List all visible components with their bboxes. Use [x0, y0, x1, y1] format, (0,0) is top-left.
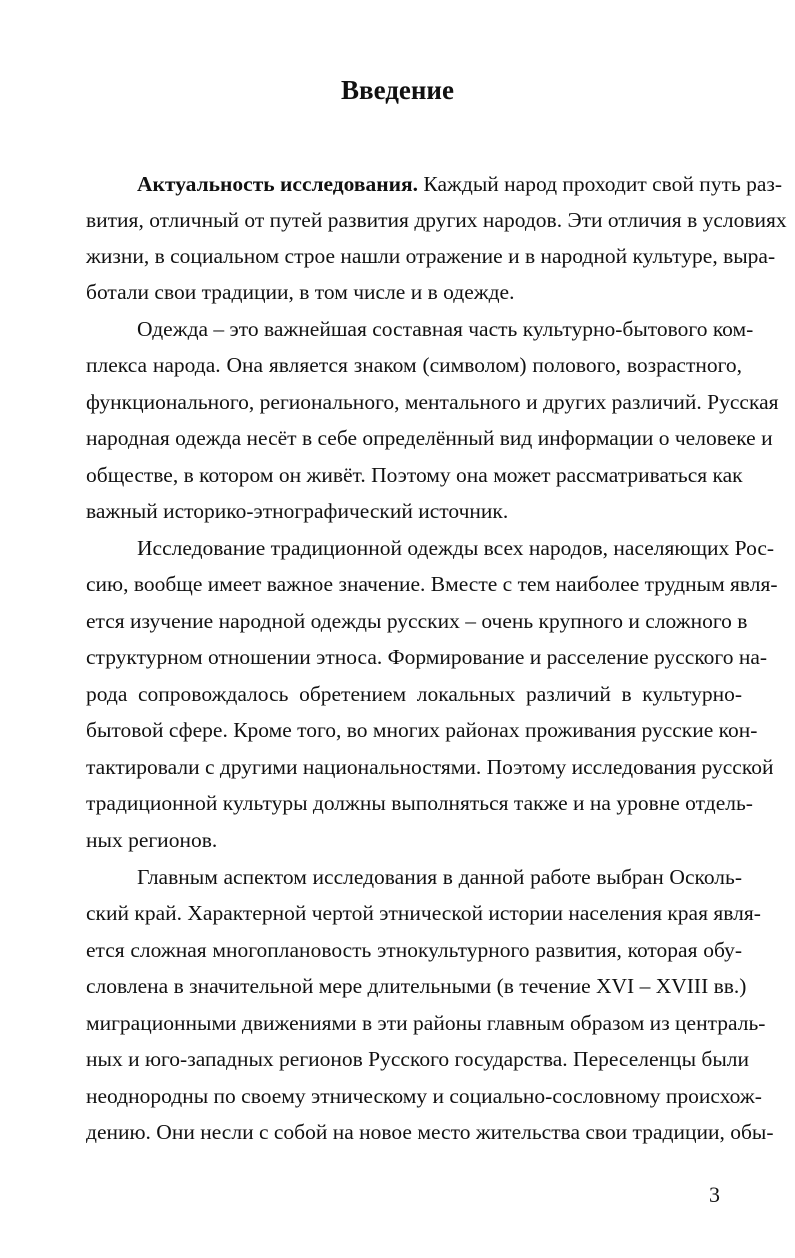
paragraph-4-line-1: Главным аспектом исследования в данной работе выбран Осколь- [137, 865, 742, 889]
page-number: 3 [709, 1182, 720, 1207]
paragraph-1-line-1 [137, 166, 783, 202]
paragraph-1-line-3: жизни, в социальном строе нашли отражение и в народной культуре, выра- [86, 244, 776, 268]
paragraph-1-line-2: вития, отличный от путей развития других народов. Эти отличия в условиях [86, 208, 787, 232]
paragraph-3-line-3: ется изучение народной одежды русских – очень крупного и сложного в [86, 609, 748, 633]
paragraph-3-line-9: ных регионов. [86, 828, 218, 852]
paragraph-3-line-7: тактировали с другими национальностями. Поэтому исследования русской [86, 755, 774, 779]
paragraph-3-line-8: традиционной культуры должны выполняться также и на уровне отдель- [86, 791, 753, 815]
paragraph-4-line-2: ский край. Характерной чертой этнической истории населения края явля- [86, 901, 761, 925]
paragraph-4-line-6: ных и юго-западных регионов Русского государства. Переселенцы были [86, 1047, 750, 1071]
paragraph-2-line-3: функционального, регионального, ментального и других различий. Русская [86, 390, 779, 414]
page-title: Введение [341, 75, 454, 105]
paragraph-3-line-1: Исследование традиционной одежды всех народов, населяющих Рос- [137, 536, 775, 560]
paragraph-2-line-2: плекса народа. Она является знаком (символом) полового, возрастного, [86, 353, 742, 377]
paragraph-2-line-6: важный историко-этнографический источник. [86, 499, 509, 523]
paragraph-1-line-4: ботали свои традиции, в том числе и в одежде. [86, 280, 515, 304]
paragraph-3-line-4: структурном отношении этноса. Формирование и расселение русского на- [86, 645, 768, 669]
paragraph-2-line-4: народная одежда несёт в себе определённый вид информации о человеке и [86, 426, 773, 450]
paragraph-4-line-8: дению. Они несли с собой на новое место жительства свои традиции, обы- [86, 1120, 774, 1144]
paragraph-4-line-7: неоднородны по своему этническому и социально-сословному происхож- [86, 1084, 762, 1108]
paragraph-3-line-2: сию, вообще имеет важное значение. Вместе с тем наиболее трудным явля- [86, 572, 778, 596]
paragraph-3-line-6: бытовой сфере. Кроме того, во многих районах проживания русские кон- [86, 718, 758, 742]
paragraph-4-line-4: словлена в значительной мере длительными (в течение XVI – XVIII вв.) [86, 974, 747, 998]
paragraph-lead-heading: Актуальность исследования. [137, 172, 419, 196]
paragraph-2-line-1: Одежда – это важнейшая составная часть культурно-бытового ком- [137, 317, 754, 341]
paragraph-4-line-3: ется сложная многоплановость этнокультурного развития, которая обу- [86, 938, 742, 962]
paragraph-3-line-5: рода сопровождалось обретением локальных различий в культурно- [86, 682, 742, 706]
paragraph-1-line-1-text: Каждый народ проходит свой путь раз- [418, 172, 783, 196]
paragraph-2-line-5: обществе, в котором он живёт. Поэтому она может рассматриваться как [86, 463, 743, 487]
paragraph-4-line-5: миграционными движениями в эти районы главным образом из централь- [86, 1011, 766, 1035]
